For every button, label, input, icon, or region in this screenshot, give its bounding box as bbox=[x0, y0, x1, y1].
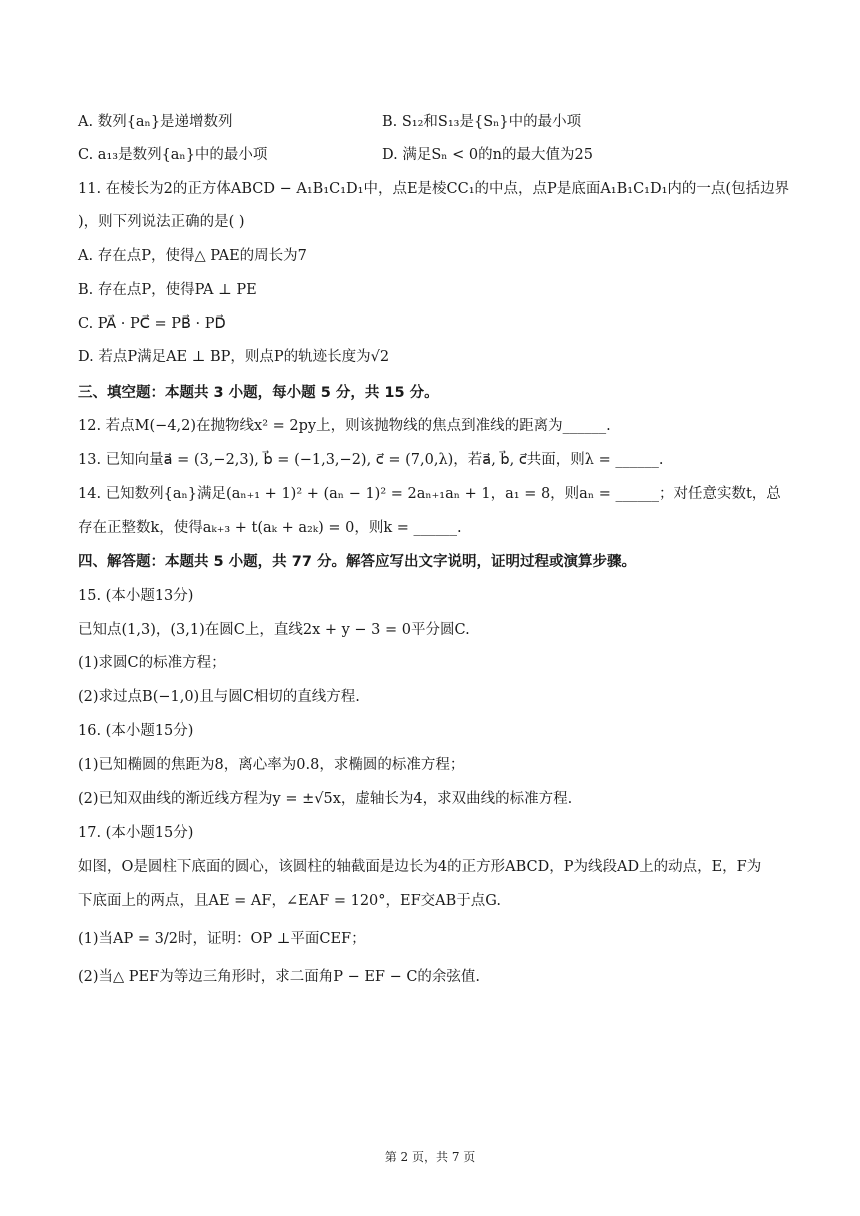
q14-line2: 存在正整数k，使得aₖ₊₃ + t(aₖ + a₂ₖ) = 0，则k = ______. bbox=[78, 520, 462, 536]
q11-option-b: B. 存在点P，使得PA ⊥ PE bbox=[78, 282, 257, 298]
page-footer: 第 2 页，共 7 页 bbox=[384, 1150, 476, 1164]
q11-option-c: C. PA⃗ · PC⃗ = PB⃗ · PD⃗ bbox=[78, 316, 226, 332]
q13-text: 13. 已知向量a⃗ = (3,−2,3), b⃗ = (−1,3,−2), c⃗ = (7,0,λ)，若a⃗, b⃗, c⃗共面，则λ = ______. bbox=[78, 452, 664, 468]
q16-header: 16. (本小题15分) bbox=[78, 723, 194, 739]
q10-option-d: D. 满足Sₙ < 0的n的最大值为25 bbox=[382, 147, 593, 163]
section-solve-title: 四、解答题：本题共 5 小题，共 77 分。解答应写出文字说明，证明过程或演算步骤。 bbox=[78, 554, 636, 570]
q17-part2: (2)当△ PEF为等边三角形时，求二面角P − EF − C的余弦值. bbox=[78, 969, 481, 985]
q17-part1: (1)当AP = 3/2时，证明：OP ⊥平面CEF； bbox=[78, 931, 366, 947]
q10-option-a: A. 数列{aₙ}是递增数列 bbox=[78, 114, 233, 130]
q16-part1: (1)已知椭圆的焦距为8，离心率为0.8，求椭圆的标准方程； bbox=[78, 757, 465, 773]
q17-stem-line1: 如图，O是圆柱下底面的圆心，该圆柱的轴截面是边长为4的正方形ABCD，P为线段AD上的动点，E，F为 bbox=[78, 859, 762, 875]
q16-part2: (2)已知双曲线的渐近线方程为y = ±√5x，虚轴长为4，求双曲线的标准方程. bbox=[78, 791, 573, 807]
q15-stem: 已知点(1,3)，(3,1)在圆C上，直线2x + y − 3 = 0平分圆C. bbox=[78, 622, 470, 638]
q15-part1: (1)求圆C的标准方程； bbox=[78, 655, 226, 671]
section-fill-in-title: 三、填空题：本题共 3 小题，每小题 5 分，共 15 分。 bbox=[78, 385, 439, 401]
q17-header: 17. (本小题15分) bbox=[78, 825, 194, 841]
q17-stem-line2: 下底面上的两点，且AE = AF，∠EAF = 120°，EF交AB于点G. bbox=[78, 893, 501, 909]
q10-option-b: B. S₁₂和S₁₃是{Sₙ}中的最小项 bbox=[382, 114, 582, 130]
q12-text: 12. 若点M(−4,2)在抛物线x² = 2py上，则该抛物线的焦点到准线的距离为______. bbox=[78, 418, 611, 434]
q15-part2: (2)求过点B(−1,0)且与圆C相切的直线方程. bbox=[78, 689, 360, 705]
q11-stem-line2: )，则下列说法正确的是( ) bbox=[78, 214, 245, 230]
q15-header: 15. (本小题13分) bbox=[78, 588, 194, 604]
q11-option-a: A. 存在点P，使得△ PAE的周长为7 bbox=[78, 248, 307, 264]
q10-option-c: C. a₁₃是数列{aₙ}中的最小项 bbox=[78, 147, 268, 163]
q11-option-d: D. 若点P满足AE ⊥ BP，则点P的轨迹长度为√2 bbox=[78, 349, 390, 365]
q14-line1: 14. 已知数列{aₙ}满足(aₙ₊₁ + 1)² + (aₙ − 1)² = 2aₙ₊₁aₙ + 1，a₁ = 8，则aₙ = ______；对任意实数t，总 bbox=[78, 486, 781, 502]
q11-stem-line1: 11. 在棱长为2的正方体ABCD − A₁B₁C₁D₁中，点E是棱CC₁的中点，点P是底面A₁B₁C₁D₁内的一点(包括边界 bbox=[78, 181, 790, 197]
